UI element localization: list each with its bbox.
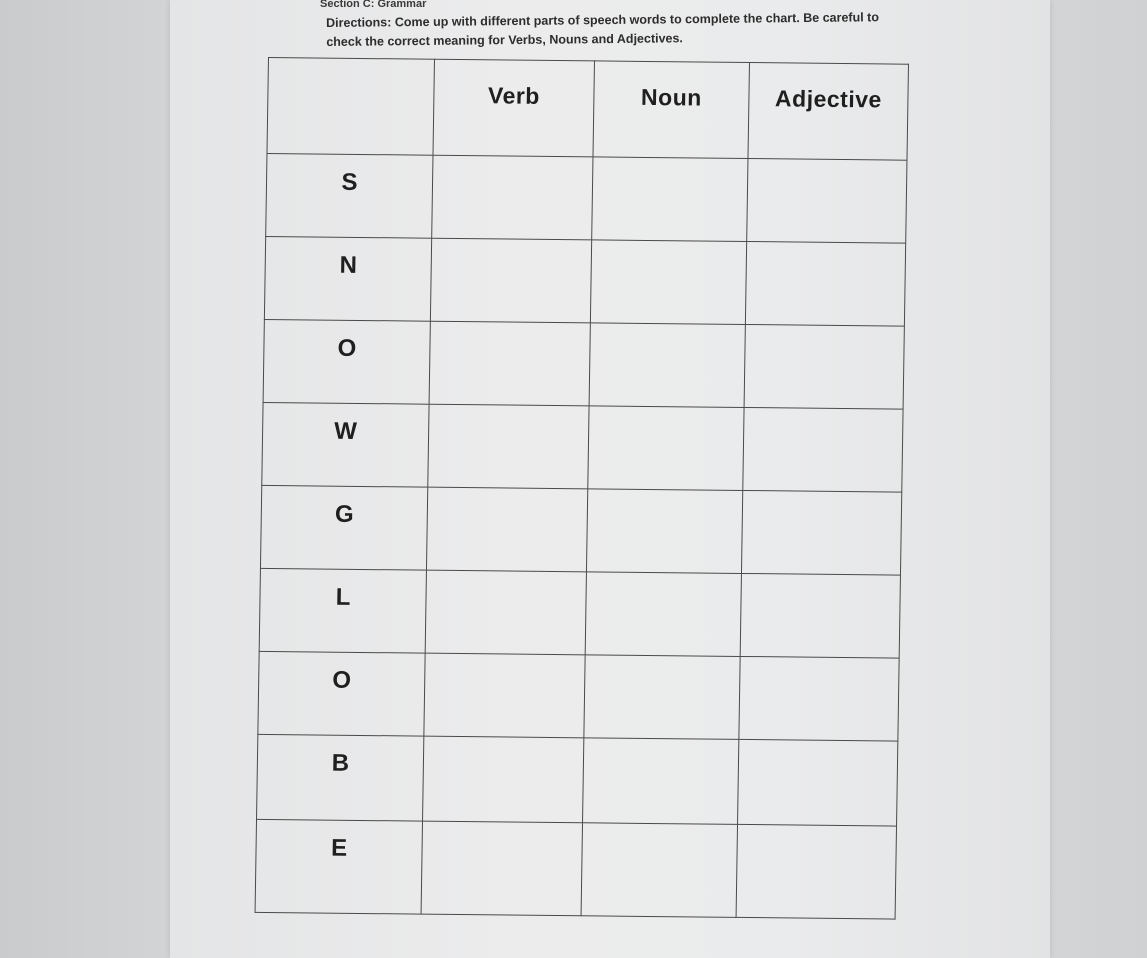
header-row [267,58,909,161]
row-letter: B [257,734,424,821]
row-letter: W [262,402,429,487]
adjective-answer-cell[interactable] [739,656,899,741]
table-row [260,485,901,575]
noun-answer-cell[interactable] [592,157,748,242]
verb-answer-cell[interactable] [429,321,590,406]
verb-answer-cell[interactable] [424,653,585,738]
verb-answer-cell[interactable] [425,570,586,655]
verb-answer-cell[interactable] [428,404,589,489]
table-row [263,319,904,409]
parts-of-speech-chart [255,57,909,920]
header-verb: Verb [433,59,595,157]
adjective-answer-cell[interactable] [738,739,898,826]
adjective-answer-cell[interactable] [741,490,901,575]
noun-answer-cell[interactable] [583,738,739,825]
adjective-answer-cell[interactable] [747,159,907,244]
verb-answer-cell[interactable] [421,821,582,916]
header-noun: Noun [593,61,750,159]
adjective-answer-cell[interactable] [740,573,900,658]
verb-answer-cell[interactable] [430,238,591,323]
row-letter: E [255,819,422,914]
row-letter: O [258,651,425,736]
header-adjective: Adjective [748,63,909,161]
row-letter: L [259,568,426,653]
adjective-answer-cell[interactable] [743,407,903,492]
table-row [262,402,903,492]
verb-answer-cell[interactable] [423,736,584,823]
noun-answer-cell[interactable] [586,489,742,574]
table-row [257,734,898,826]
noun-answer-cell[interactable] [581,823,737,918]
table-row [259,568,900,658]
noun-answer-cell[interactable] [585,572,741,657]
row-letter: N [264,236,431,321]
verb-answer-cell[interactable] [432,155,593,240]
directions-text: Directions: Come up with different parts of speech words to complete the chart. Be careful to check the correct meaning for Verbs, Nouns and Adjectives. [326,10,880,49]
header-blank [267,58,435,156]
table-row [255,819,896,919]
noun-answer-cell[interactable] [589,323,745,408]
row-letter: S [266,153,433,238]
table-row [266,153,907,243]
noun-answer-cell[interactable] [584,655,740,740]
noun-answer-cell[interactable] [590,240,746,325]
table-row [264,236,905,326]
adjective-answer-cell[interactable] [736,824,896,919]
row-letter: O [263,319,430,404]
table-row [258,651,899,741]
adjective-answer-cell[interactable] [744,324,904,409]
adjective-answer-cell[interactable] [745,242,905,327]
row-letter: G [260,485,427,570]
verb-answer-cell[interactable] [426,487,587,572]
noun-answer-cell[interactable] [588,406,744,491]
section-title: Section C: Grammar [320,0,427,10]
